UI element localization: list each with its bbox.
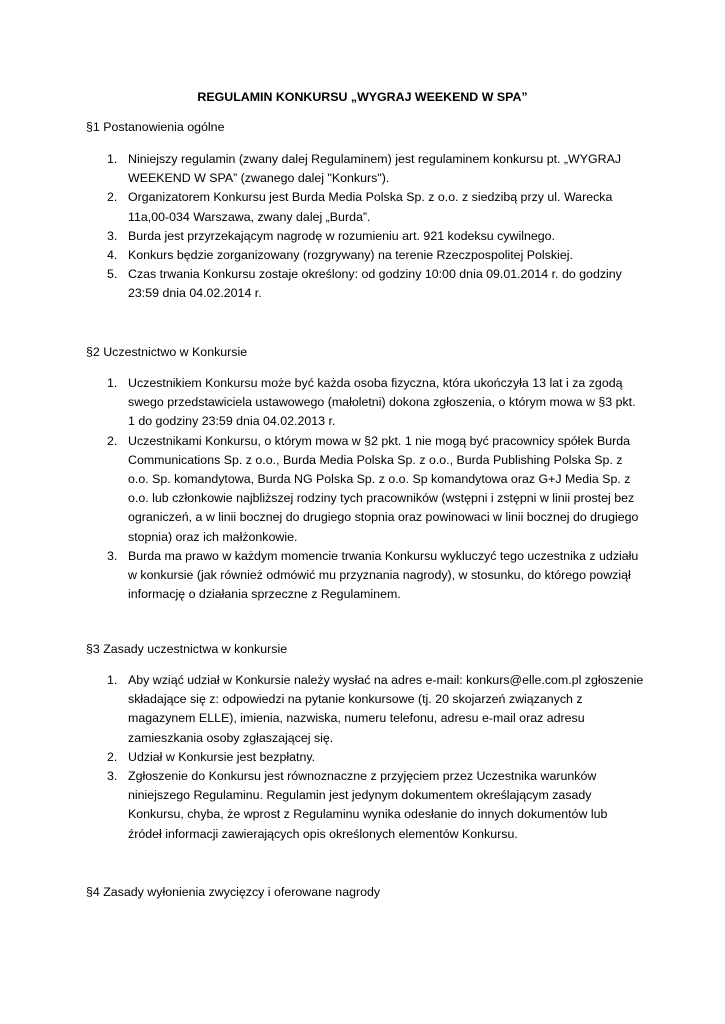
list-item-number: 3. [107,228,118,243]
list-item [86,188,644,226]
section-heading-1: §1 Postanowienia ogólne [86,120,225,134]
list-item [86,767,644,844]
list-item [86,150,644,188]
list-item-number: 1. [107,152,118,166]
list-item [86,671,644,748]
list-item-text: Uczestnikami Konkursu, o którym mowa w §2 pkt. 1 nie mogą być pracownicy spółek Burda Communications Sp. z o.o., Burda Media Polska Sp. z o.o., Burda Publishing Polska Sp. z o.o. Sp. komandytowa, Burda NG Polska Sp. z o.o. Sp komandytowa oraz G+J Media Sp. z o.o. lub członkowie najbliższej rodziny tych pracowników (wstępni i zstępni w linii prostej bez ograniczeń, a w linii bocznej do drugiego stopnia oraz powinowaci w linii bocznej do drugiego stopnia) oraz ich małżonkowie. [128,433,639,544]
list-item [86,227,644,246]
list-item-text: Organizatorem Konkursu jest Burda Media Polska Sp. z o.o. z siedzibą przy ul. Warecka 11a,00-034 Warszawa, zwany dalej „Burda”. [128,190,613,224]
list-item [86,265,644,303]
list-item-text: Niniejszy regulamin (zwany dalej Regulaminem) jest regulaminem konkursu pt. „WYGRAJ WEEKEND W SPA” (zwanego dalej "Konkurs"). [128,152,622,186]
list-item [86,748,644,767]
list-item-number: 1. [107,376,118,390]
list-item-text: Uczestnikiem Konkursu może być każda osoba fizyczna, która ukończyła 13 lat i za zgodą swego przedstawiciela ustawowego (małoletni) dokona zgłoszenia, o którym mowa w §3 pkt. 1 do godziny 23:59 dnia 04.02.2013 r. [128,376,636,429]
list-item [86,547,644,605]
list-item [86,432,644,547]
list-item-text: Konkurs będzie zorganizowany (rozgrywany) na terenie Rzeczpospolitej Polskiej. [128,248,573,263]
list-item-number: 4. [107,248,118,263]
list-item-number: 2. [107,190,118,205]
list-item-text: Czas trwania Konkursu zostaje określony: od godziny 10:00 dnia 09.01.2014 r. do godziny 23:59 dnia 04.02.2014 r. [128,267,622,301]
list-item-text: Burda jest przyrzekającym nagrodę w rozumieniu art. 921 kodeksu cywilnego. [128,228,555,243]
list-item-number: 3. [107,769,118,784]
section-3-list [86,671,644,844]
list-item-text: Udział w Konkursie jest bezpłatny. [128,749,316,764]
list-item [86,246,644,265]
section-heading-4: §4 Zasady wyłonienia zwycięzcy i oferowane nagrody [86,885,381,899]
list-item-number: 2. [107,749,118,764]
list-item-number: 2. [107,433,118,448]
section-1-list [86,150,644,304]
list-item-text: Burda ma prawo w każdym momencie trwania Konkursu wykluczyć tego uczestnika z udziału w konkursie (jak również odmówić mu przyznania nagrody), w stosunku, do którego powziął informację o działania sprzeczne z Regulaminem. [128,548,639,602]
list-item-number: 3. [107,548,118,563]
document-title: REGULAMIN KONKURSU „WYGRAJ WEEKEND W SPA” [197,90,528,104]
list-item-number: 5. [107,267,118,282]
list-item [86,374,644,432]
section-heading-3: §3 Zasady uczestnictwa w konkursie [86,642,288,656]
section-heading-2: §2 Uczestnictwo w Konkursie [86,345,248,359]
list-item-number: 1. [107,673,118,687]
section-2-list [86,374,644,604]
list-item-text: Zgłoszenie do Konkursu jest równoznaczne z przyjęciem przez Uczestnika warunków niniejszego Regulaminu. Regulamin jest jedynym dokumentem określającym zasady Konkursu, chyba, że wprost z Regulaminu wynika odesłanie do innych dokumentów lub źródeł informacji zawierających opis określonych elementów Konkursu. [128,769,608,841]
list-item-text: Aby wziąć udział w Konkursie należy wysłać na adres e-mail: konkurs@elle.com.pl zgłoszenie składające się z: odpowiedzi na pytanie konkursowe (tj. 20 skojarzeń związanych z magazynem ELLE), imienia, nazwiska, numeru telefonu, adresu e-mail oraz adresu zamieszkania osoby zgłaszającej się. [128,673,644,745]
